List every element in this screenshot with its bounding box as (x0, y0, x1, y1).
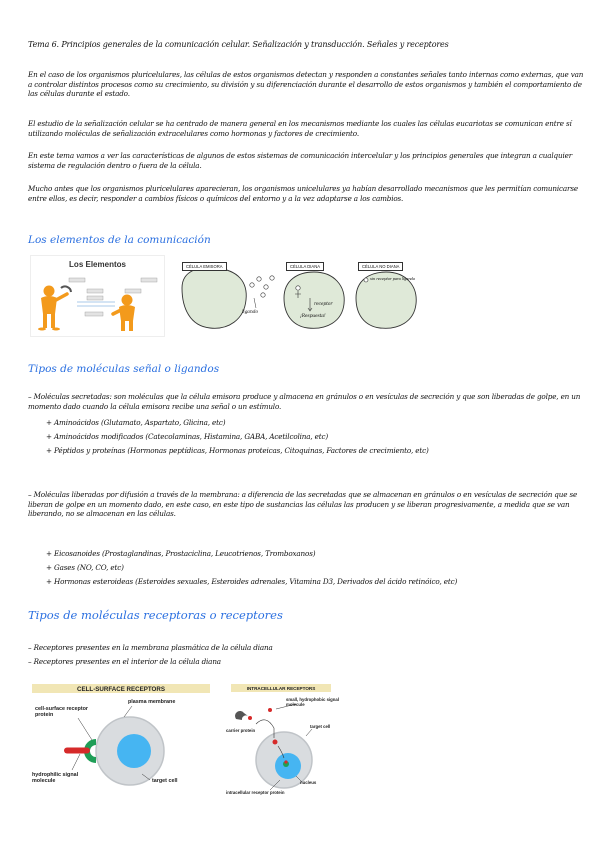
figure2-header: INTRACELLULAR RECEPTORS (246, 685, 316, 691)
orange-figures-illustration (31, 256, 165, 337)
diffused-text: Moléculas liberadas por difusión a través de la membrana: a diferencia de las secretadas que se almacenan en gránulos o en vesículas de secreción que se liberan de golpe en un momento dado, en este caso, en este tipo de sustancias las células las producen y se liberan progresivamente, a medida que se van liberando, no se almacenan en las células. (28, 490, 578, 519)
label-response: ¡Respuesta! (300, 314, 326, 319)
section-heading-elements: Los elementos de la comunicación (28, 234, 211, 246)
label-target-cell: CÉLULA DIANA (286, 262, 324, 271)
intro-paragraph-3: En este tema vamos a ver las características de algunos de estos sistemas de comunicación intercelular y los principios generales que integran a cualquier sistema de regulación dentro o fuera de la célula. (28, 151, 572, 170)
list-item-membrane-receptors: – Receptores presentes en la membrana plasmática de la célula diana (28, 643, 273, 652)
cell-communication-diagram (180, 258, 420, 336)
sub-item-peptides: + Péptidos y proteínas (Hormonas peptídicas, Hormonas proteicas, Citoquinas, Factores de crecimiento, etc) (46, 446, 429, 455)
label-sender-cell: CÉLULA EMISORA (182, 262, 227, 271)
elements-slide-image (30, 255, 165, 337)
intro-paragraph-4: Mucho antes que los organismos pluricelulares aparecieran, los organismos unicelulares ya habían desarrollado mecanismos que les permitían comunicarse entre ellos, es decir, responder a cambios físicos o químicos del entorno y a la vez adaptarse a los cambios. (28, 184, 578, 203)
label-non-target-cell: CÉLULA NO DIANA (358, 262, 403, 271)
nucleus-surface (117, 734, 151, 768)
figure-cell-surface-receptors (32, 684, 210, 800)
slide-title: Los Elementos (69, 260, 126, 269)
list-item-diffused: – Moléculas liberadas por difusión a través de la membrana: a diferencia de las secretadas que se almacenan en gránulos o en vesículas de secreción que se liberan de golpe en un momento dado, en este caso, en este tipo de sustancias las células las producen y se liberan progresivamente, a medida que se van liberando, no se almacenan en las células. (28, 490, 578, 519)
label-plasma-membrane: plasma membrane (128, 699, 176, 705)
sub-item-modified-aminoacids: + Aminoácidos modificados (Catecolaminas, Histamina, GABA, Acetilcolina, etc) (46, 432, 329, 441)
intro-paragraph-1: En el caso de los organismos pluricelulares, las células de estos organismos detectan y responden a constantes señales tanto internas como externas, que van a controlar distintos procesos como su crecimiento, su división y su diferenciación durante el desarrollo de estos organismos y también el comportamiento de las células durante el estado. (28, 70, 584, 99)
sub-item-eicosanoids: + Eicosanoides (Prostaglandinas, Prostaciclina, Leucotrienos, Tromboxanos) (46, 549, 316, 558)
label-ligand: ligando (242, 310, 258, 315)
small-signal-molecule (268, 708, 272, 712)
sender-cell (182, 268, 246, 329)
sub-item-gases: + Gases (NO, CO, etc) (46, 563, 124, 572)
sub-item-steroids: + Hormonas esteroideas (Esteroides sexuales, Esteroides adrenales, Vitamina D3, Derivados del ácido retinóico, etc) (46, 577, 458, 586)
label-target-cell-2: target cell (310, 724, 331, 729)
figure-intracellular-receptors (226, 684, 346, 800)
label-target-cell-1: target cell (152, 778, 178, 784)
section-heading-receptors: Tipos de moléculas receptoras o receptores (28, 608, 283, 622)
carrier-protein (235, 711, 248, 720)
section-heading-ligands: Tipos de moléculas señal o ligandos (28, 363, 220, 375)
label-small-hydrophobic: small, hydrophobic signal molecule (286, 697, 340, 707)
hydrophilic-signal-molecule (64, 748, 90, 754)
label-no-receptor: sin receptor para ligando (370, 276, 416, 281)
label-intracellular-receptor: intracellular receptor protein (226, 790, 285, 795)
intracellular-receptors-text: Receptores presentes en el interior de la célula diana (33, 657, 221, 666)
intro-paragraph-2: El estudio de la señalización celular se ha centrado de manera general en los mecanismos mediante los cuales las células eucariotas se comunican entre sí utilizando moléculas de señalización extracelulares como hormonas y factores de crecimiento. (28, 119, 572, 138)
list-item-secreted: – Moléculas secretadas: son moléculas que la célula emisora produce y almacena en gránulos o en vesículas de secreción y que son liberadas de golpe, en un momento dado cuando la célula emisora recibe una señal o un estímulo. (28, 392, 581, 411)
label-nucleus: nucleus (300, 780, 317, 785)
target-cell (284, 272, 344, 328)
label-receptor: receptor (314, 302, 333, 307)
sub-item-aminoacids: + Aminoácidos (Glutamato, Aspartato, Glicina, etc) (46, 418, 226, 427)
label-cell-surface-receptor: cell-surface receptor protein (35, 706, 89, 719)
figure1-header: CELL-SURFACE RECEPTORS (77, 685, 165, 693)
list-item-intracellular-receptors: – Receptores presentes en el interior de la célula diana (28, 657, 221, 666)
label-hydrophilic-signal: hydrophilic signal molecule (32, 772, 79, 785)
label-carrier-protein: carrier protein (226, 728, 256, 733)
page-title: Tema 6. Principios generales de la comunicación celular. Señalización y transducción. Señales y receptores (28, 40, 449, 49)
membrane-receptors-text: Receptores presentes en la membrana plasmática de la célula diana (33, 643, 273, 652)
signal-molecule-carrier (248, 716, 252, 720)
secreted-text: Moléculas secretadas: son moléculas que la célula emisora produce y almacena en gránulos o en vesículas de secreción y que son liberadas de golpe, en un momento dado cuando la célula emisora recibe una señal o un estímulo. (28, 392, 581, 411)
